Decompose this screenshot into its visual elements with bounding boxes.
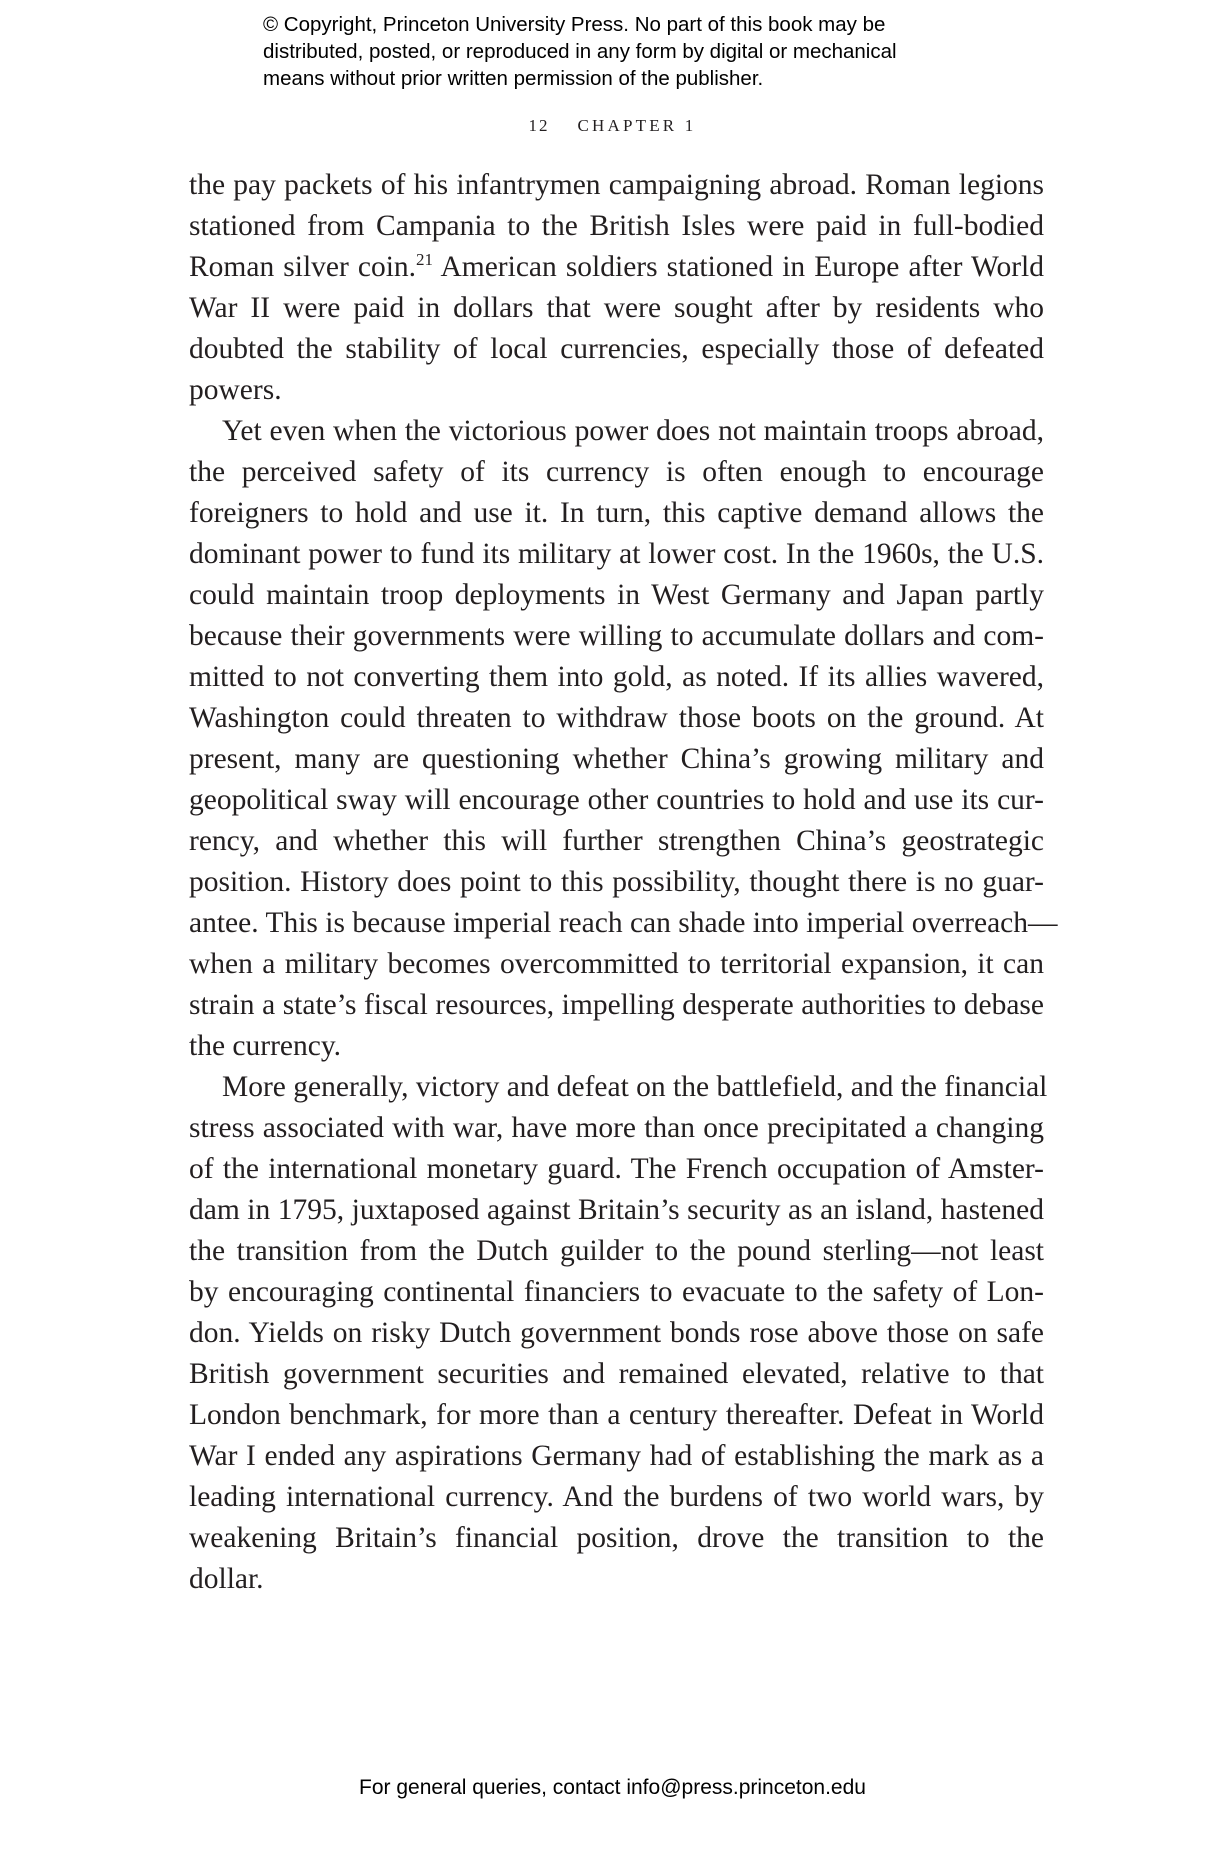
text-line: mitted to not converting them into gold, as noted. If its allies wavered,	[189, 661, 1044, 693]
copyright-line: © Copyright, Princeton University Press. No part of this book may be	[263, 13, 886, 36]
text-line: doubted the stability of local currencies, especially those of defeated	[189, 333, 1044, 365]
text-line: War II were paid in dollars that were sought after by residents who	[189, 292, 1044, 324]
copyright-line: distributed, posted, or reproduced in any form by digital or mechanical	[263, 40, 897, 63]
text-line: War I ended any aspirations Germany had of establishing the mark as a	[189, 1440, 1044, 1472]
text-line: foreigners to hold and use it. In turn, this captive demand allows the	[189, 497, 1044, 529]
text-line: could maintain troop deployments in West Germany and Japan partly	[189, 579, 1044, 611]
text-line: rency, and whether this will further strengthen China’s geostrategic	[189, 825, 1044, 857]
page-number: 12	[528, 116, 550, 135]
text-line: weakening Britain’s financial position, drove the transition to the	[189, 1522, 1044, 1554]
text-line: of the international monetary guard. The French occupation of Amster-	[189, 1153, 1044, 1185]
running-head	[0, 116, 1225, 136]
chapter-label: CHAPTER 1	[577, 116, 697, 135]
text-line: More generally, victory and defeat on the battlefield, and the financial	[222, 1071, 1048, 1103]
body-text	[189, 165, 1058, 1600]
text-line: don. Yields on risky Dutch government bonds rose above those on safe	[189, 1317, 1044, 1349]
text-segment: American soldiers stationed in Europe after World	[440, 251, 1044, 283]
footnote-reference[interactable]: 21	[416, 250, 434, 269]
copyright-line: means without prior written permission of the publisher.	[263, 67, 764, 90]
text-line: leading international currency. And the burdens of two world wars, by	[189, 1481, 1044, 1513]
text-line: dominant power to fund its military at lower cost. In the 1960s, the U.S.	[189, 538, 1044, 570]
text-line: stress associated with war, have more than once precipitated a changing	[189, 1112, 1044, 1144]
text-line: when a military becomes overcommitted to territorial expansion, it can	[189, 948, 1044, 980]
text-line: the pay packets of his infantrymen campaigning abroad. Roman legions	[189, 169, 1044, 201]
text-line: the currency.	[189, 1030, 342, 1062]
text-line: London benchmark, for more than a century thereafter. Defeat in World	[189, 1399, 1044, 1431]
text-line: powers.	[189, 374, 282, 406]
text-line: the perceived safety of its currency is often enough to encourage	[189, 456, 1044, 488]
text-line-with-footnote	[189, 247, 1044, 288]
text-line: antee. This is because imperial reach can shade into imperial overreach—	[189, 907, 1058, 939]
text-line: because their governments were willing to accumulate dollars and com-	[189, 620, 1044, 652]
text-line: by encouraging continental financiers to evacuate to the safety of Lon-	[189, 1276, 1044, 1308]
text-line: British government securities and remained elevated, relative to that	[189, 1358, 1044, 1390]
text-line: Washington could threaten to withdraw those boots on the ground. At	[189, 702, 1044, 734]
text-line: dollar.	[189, 1563, 264, 1595]
text-line: the transition from the Dutch guilder to the pound sterling—not least	[189, 1235, 1044, 1267]
copyright-notice	[263, 11, 1023, 92]
footer-contact: For general queries, contact info@press.princeton.edu	[359, 1776, 866, 1799]
text-line: Yet even when the victorious power does not maintain troops abroad,	[222, 415, 1044, 447]
text-line: position. History does point to this possibility, thought there is no guar-	[189, 866, 1044, 898]
text-line: geopolitical sway will encourage other countries to hold and use its cur-	[189, 784, 1044, 816]
text-line: present, many are questioning whether China’s growing military and	[189, 743, 1044, 775]
text-line: dam in 1795, juxtaposed against Britain’s security as an island, hastened	[189, 1194, 1044, 1226]
text-line: stationed from Campania to the British Isles were paid in full-bodied	[189, 210, 1044, 242]
text-line: strain a state’s fiscal resources, impelling desperate authorities to debase	[189, 989, 1044, 1021]
text-segment: Roman silver coin.	[189, 251, 417, 283]
